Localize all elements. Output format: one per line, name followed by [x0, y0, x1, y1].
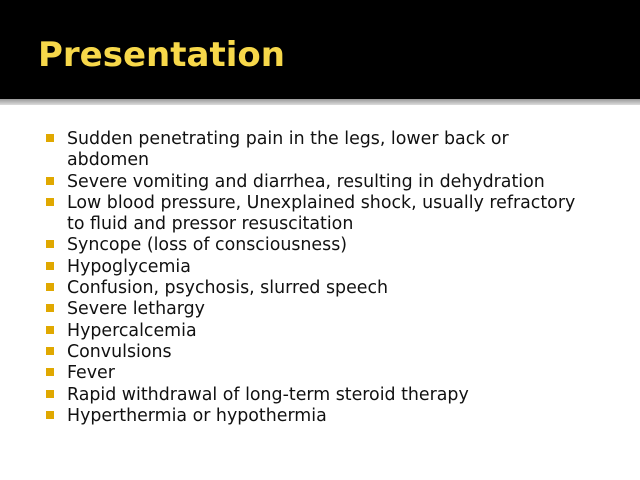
bullet-item [0, 385, 640, 406]
bullet-text-line: Low blood pressure, Unexplained shock, usually refractory [67, 192, 576, 213]
square-bullet-icon [46, 240, 54, 248]
bullet-text-line: to fluid and pressor resuscitation [67, 214, 354, 235]
square-bullet-icon [46, 390, 54, 398]
bullet-item [0, 278, 640, 299]
bullet-text-line: Confusion, psychosis, slurred speech [67, 278, 389, 299]
bullet-text-line: Hypercalcemia [67, 320, 197, 341]
square-bullet-icon [46, 347, 54, 355]
bullet-item [0, 321, 640, 342]
square-bullet-icon [46, 411, 54, 419]
title-bar [0, 0, 640, 99]
bullet-text-line: Sudden penetrating pain in the legs, lower back or [67, 129, 509, 149]
bullet-text-line: Hypoglycemia [67, 256, 191, 277]
square-bullet-icon [46, 304, 54, 312]
square-bullet-icon [46, 283, 54, 291]
square-bullet-icon [46, 262, 54, 270]
bullet-item [0, 172, 640, 193]
square-bullet-icon [46, 198, 54, 206]
bullet-text-line: Syncope (loss of consciousness) [67, 235, 348, 256]
bullet-text-line: Rapid withdrawal of long-term steroid therapy [67, 384, 469, 405]
bullet-text-line: Convulsions [67, 341, 172, 362]
bullet-item [0, 193, 640, 236]
square-bullet-icon [46, 177, 54, 185]
bullet-item [0, 235, 640, 256]
title-divider [0, 99, 640, 105]
bullet-item [0, 363, 640, 384]
square-bullet-icon [46, 326, 54, 334]
bullet-item [0, 406, 640, 427]
square-bullet-icon [46, 368, 54, 376]
bullet-text-line: Severe lethargy [67, 299, 205, 320]
bullet-item [0, 129, 640, 172]
bullet-item [0, 257, 640, 278]
slide-title: Presentation [38, 35, 285, 75]
square-bullet-icon [46, 134, 54, 142]
bullet-text-line: Hyperthermia or hypothermia [67, 405, 327, 426]
bullet-text-line: Fever [67, 363, 115, 384]
bullet-item [0, 299, 640, 320]
bullet-item [0, 342, 640, 363]
bullet-text-line: Severe vomiting and diarrhea, resulting in dehydration [67, 171, 545, 192]
bullet-list [0, 129, 640, 427]
bullet-text-line: abdomen [67, 150, 150, 171]
